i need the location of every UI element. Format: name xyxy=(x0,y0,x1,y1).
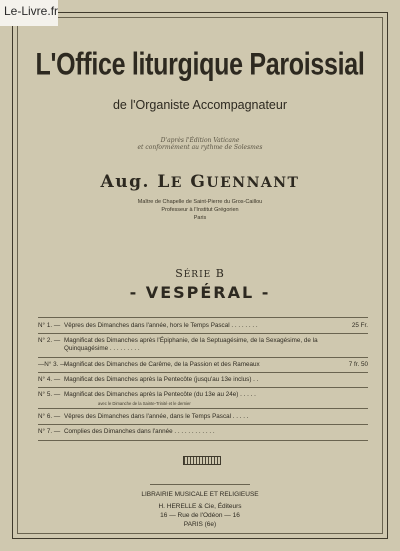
author-surname-first-l: L xyxy=(157,172,171,192)
list-bottom-rule xyxy=(38,440,368,441)
item-number: N° 5. — xyxy=(38,391,61,398)
author-surname-first-small: E xyxy=(170,175,183,191)
author-name xyxy=(20,172,380,192)
cover-title: L'Office liturgique Paroissial xyxy=(35,47,365,82)
item-number: N° 7. — xyxy=(38,428,61,435)
item-price: 25 Fr. xyxy=(351,322,368,329)
edition-note-2: et conformément au rythme de Solesmes xyxy=(137,144,263,151)
ornament-stamp xyxy=(183,456,221,465)
item-note: avec le Dimanche de la Sainte-Trinité et le dernier xyxy=(98,401,191,406)
list-divider xyxy=(38,424,368,425)
author-initial: Aug. xyxy=(100,172,150,192)
cover-subtitle: de l'Organiste Accompagnateur xyxy=(112,98,288,112)
author-credit-2: Professeur à l'Institut Grégorien xyxy=(161,207,239,213)
item-number: N° 2. — xyxy=(38,337,61,344)
item-title: Complies des Dimanches dans l'année . . . . . . . . . . . . xyxy=(64,428,215,435)
corner-watermark-label: Le-Livre.fr xyxy=(0,0,58,26)
list-divider xyxy=(38,387,368,388)
series-letter: B xyxy=(215,267,225,280)
publisher-top-rule xyxy=(150,484,250,485)
edition-note-1: D'après l'Édition Vaticane xyxy=(160,137,240,144)
item-price: 7 fr. 50 xyxy=(348,361,368,368)
publisher-line-3: 16 — Rue de l'Odéon — 16 xyxy=(160,512,240,519)
item-title: Vêpres des Dimanches dans l'année, hors le Temps Pascal . . . . . . . . xyxy=(64,322,258,329)
author-surname-g: G xyxy=(190,172,207,192)
item-title: Magnificat des Dimanches après l'Épiphanie, de la Septuagésime, de la Sexagésime, de la Quinquagésime . . . . . . . . . xyxy=(64,337,318,352)
author-credit-1: Maître de Chapelle de Saint-Pierre du Gros-Caillou xyxy=(137,199,263,205)
item-number: N° 6. — xyxy=(38,413,61,420)
item-number: N° 4. — xyxy=(38,376,61,383)
item-number: N° 1. — xyxy=(38,322,61,329)
series-word-rest: ÉRIE xyxy=(183,270,212,280)
item-title: Vêpres des Dimanches dans l'année, dans le Temps Pascal . . . . . xyxy=(64,413,249,420)
item-title: Magnificat des Dimanches après la Pentecôte (jusqu'au 13e inclus) . . xyxy=(64,376,259,383)
collection-title: - VESPÉRAL - xyxy=(129,283,271,302)
publisher-line-4: PARIS (6e) xyxy=(183,521,217,528)
list-divider xyxy=(38,357,368,358)
item-number: —N° 3. — xyxy=(38,361,67,368)
list-divider xyxy=(38,372,368,373)
series-word-initial: S xyxy=(175,267,184,280)
author-surname-rest: UENNANT xyxy=(206,175,300,191)
list-divider xyxy=(38,333,368,334)
list-top-rule xyxy=(38,317,368,318)
item-title: Magnificat des Dimanches de Carême, de la Passion et des Rameaux xyxy=(64,361,260,368)
publisher-line-2: H. HERELLE & Cie, Éditeurs xyxy=(158,503,242,510)
series-label xyxy=(20,267,380,280)
publisher-line-1: LIBRAIRIE MUSICALE ET RELIGIEUSE xyxy=(141,491,259,498)
item-title: Magnificat des Dimanches après la Pentecôte (du 13e au 24e) . . . . . xyxy=(64,391,256,398)
author-credit-3: Paris xyxy=(193,215,207,221)
list-divider xyxy=(38,408,368,409)
